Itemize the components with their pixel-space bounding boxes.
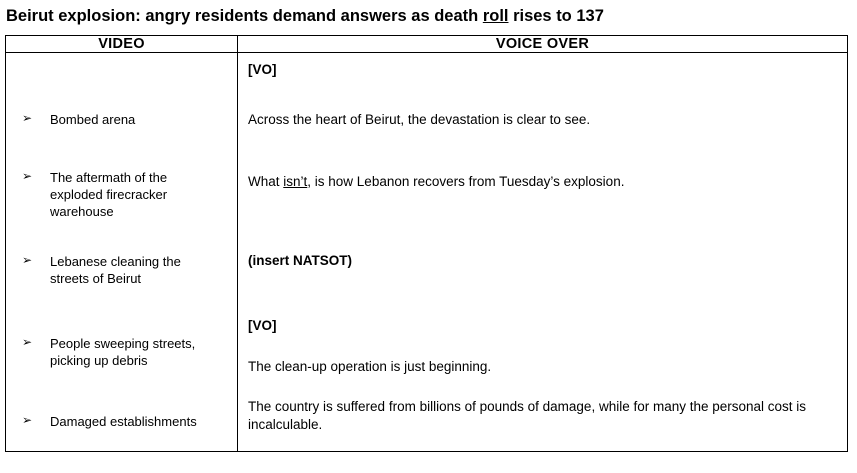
vo-text-before: What	[248, 173, 284, 189]
list-item	[22, 334, 202, 369]
arrow-bullet-icon: ➢	[22, 168, 33, 183]
list-item-label: The aftermath of the exploded firecracker warehouse	[50, 169, 168, 219]
arrow-bullet-icon: ➢	[22, 110, 33, 125]
table-header-row	[6, 35, 848, 52]
arrow-bullet-icon: ➢	[22, 412, 33, 427]
vo-natsot-label: (insert NATSOT)	[248, 252, 352, 268]
list-item-label: Lebanese cleaning the streets of Beirut	[50, 253, 181, 286]
page-title-prefix: Beirut explosion: angry residents demand answers as death	[6, 7, 483, 25]
vo-text-after: , is how Lebanon recovers from Tuesday’s explosion.	[307, 173, 625, 189]
column-header-voice-over: VOICE OVER	[238, 35, 848, 52]
arrow-bullet-icon: ➢	[22, 252, 33, 267]
page-title-underlined-word: roll	[482, 7, 509, 25]
vo-paragraph: The clean-up operation is just beginning.	[248, 358, 492, 374]
list-item	[22, 412, 202, 430]
vo-paragraph: The country is suffered from billions of pounds of damage, while for many the personal cost is incalculable.	[248, 398, 807, 432]
list-item-label: People sweeping streets, picking up debris	[50, 335, 196, 368]
arrow-bullet-icon: ➢	[22, 334, 33, 349]
vo-text-underlined: isn’t	[283, 173, 308, 189]
list-item	[22, 252, 202, 287]
vo-cue-label: [VO]	[248, 317, 277, 333]
vo-paragraph: Across the heart of Beirut, the devastation is clear to see.	[248, 111, 591, 127]
video-bullet-list	[6, 53, 237, 451]
voice-over-column-cell	[238, 52, 848, 451]
video-column-cell	[6, 52, 238, 451]
list-item	[22, 110, 202, 128]
vo-cue-label: [VO]	[248, 61, 277, 77]
table-row	[6, 52, 848, 451]
list-item	[22, 168, 202, 220]
vo-paragraph	[248, 173, 839, 191]
script-table	[5, 35, 848, 452]
column-header-video: VIDEO	[6, 35, 238, 52]
list-item-label: Bombed arena	[50, 111, 136, 127]
page-title	[0, 0, 857, 35]
list-item-label: Damaged establishments	[50, 413, 197, 429]
page-title-suffix: rises to 137	[508, 7, 604, 25]
